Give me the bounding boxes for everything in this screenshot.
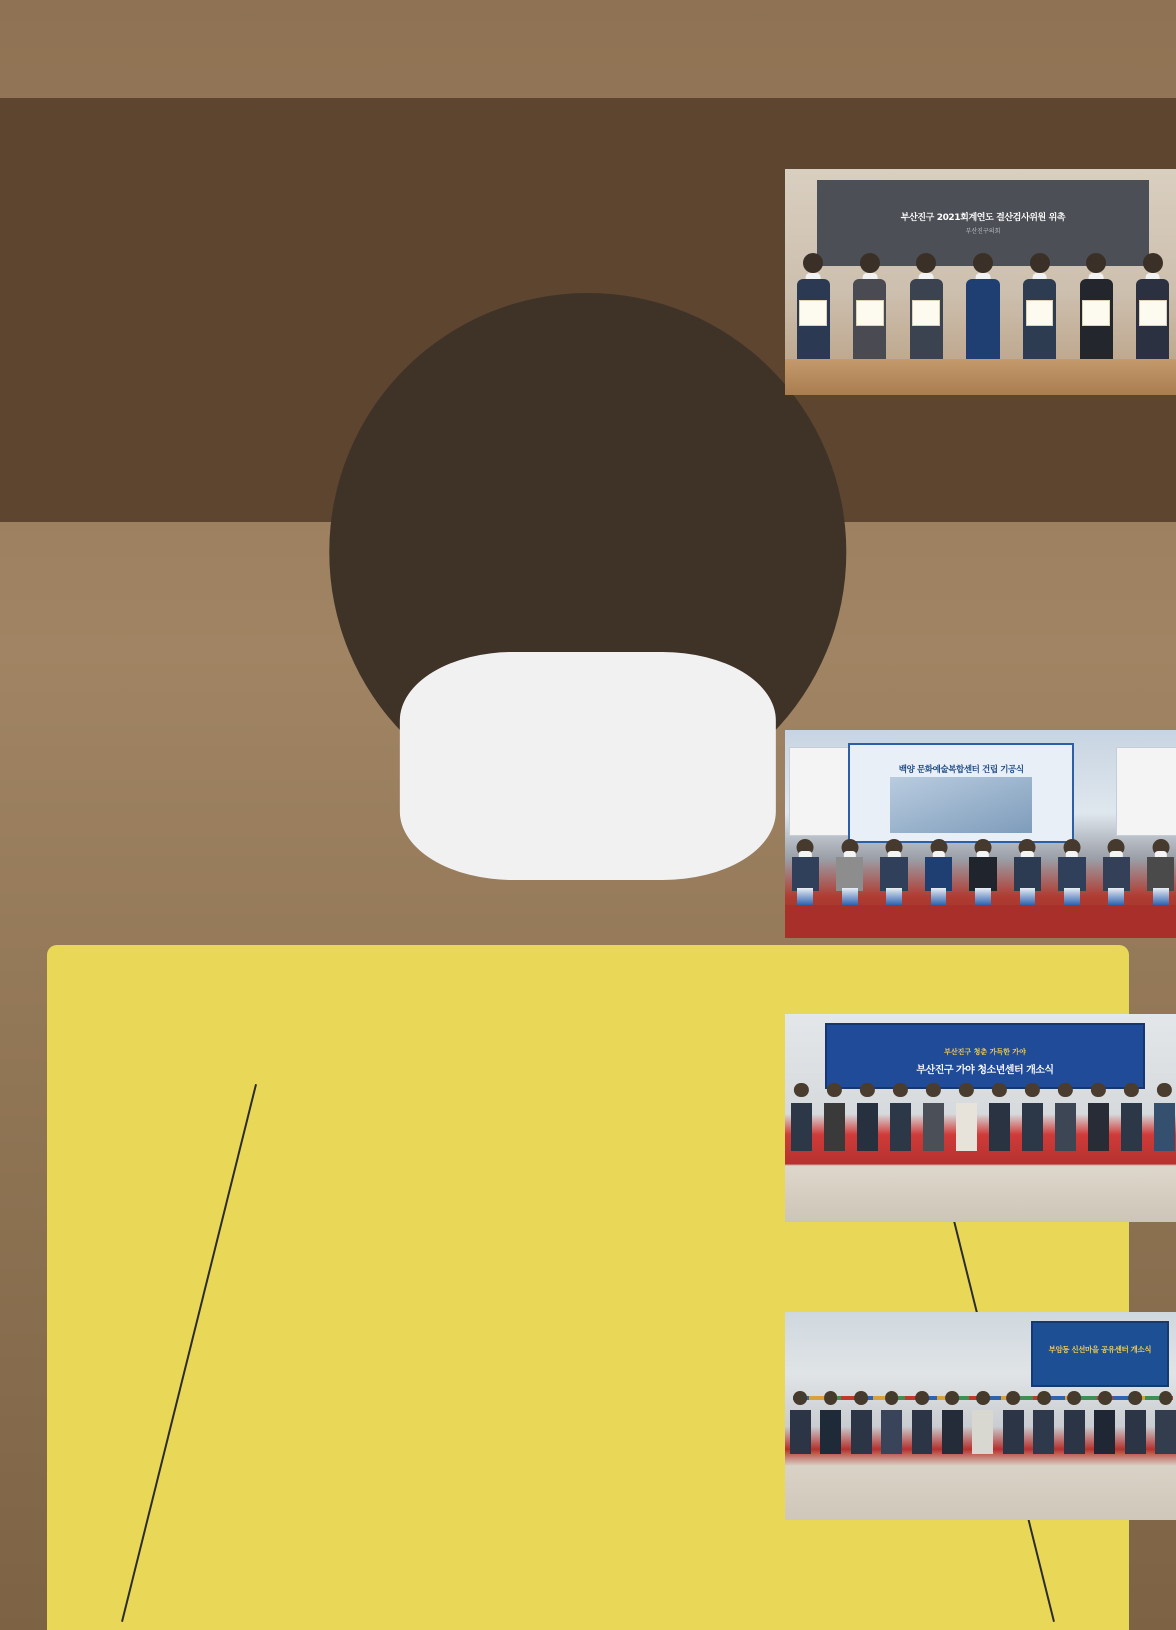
photo1-board-title: 백양 문화예술복합센터 건립 기공식 (898, 764, 1024, 775)
photo-news-image-2 (785, 1014, 1176, 1222)
right-zone (785, 61, 1176, 1586)
photo-board-title: 부산진구 2021회계연도 결산검사위원 위촉 (900, 213, 1066, 224)
photo2-board-title: 부산진구 가야 청소년센터 개소식 (916, 1064, 1054, 1076)
page-body (14, 61, 1162, 1586)
speaker-portrait (701, 960, 762, 1097)
photo-news-image-3 (785, 1312, 1176, 1520)
speaker-photo (701, 960, 762, 1078)
photo-board-sub: 부산진구의회 (965, 228, 1001, 236)
left-zone (14, 61, 762, 1586)
photo3-board-title: 부암동 신선마을 공유센터 개소식 (1048, 1345, 1152, 1355)
ceremony-photo (785, 169, 1176, 395)
speaker-portrait-strip (495, 960, 762, 1097)
photo-news-image-1 (785, 730, 1176, 938)
photo2-board-sub: 부산진구 청춘 가득한 가야 (944, 1047, 1026, 1056)
